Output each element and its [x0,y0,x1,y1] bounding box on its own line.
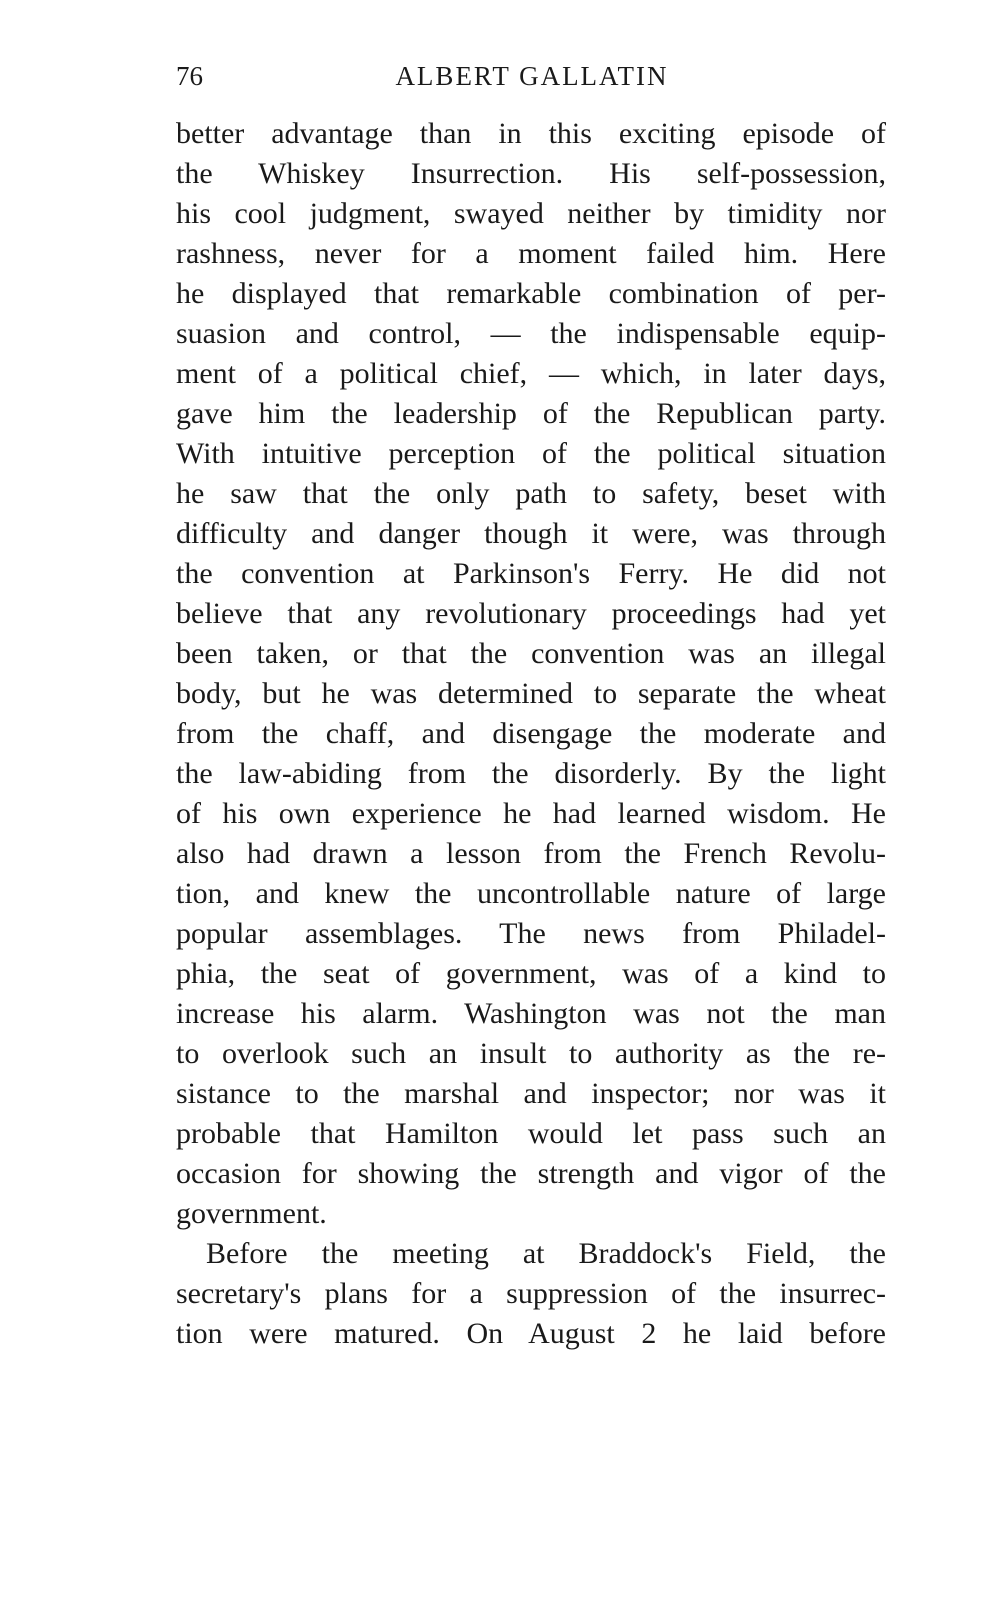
page-number: 76 [176,61,203,91]
text-line: sistance to the marshal and inspector; nor was it [176,1077,886,1110]
text-line: probable that Hamilton would let pass such an [176,1117,886,1150]
text-line: government. [176,1197,327,1230]
text-line: of his own experience he had learned wisdom. He [176,797,886,830]
text-line: believe that any revolutionary proceedings had yet [176,597,886,630]
text-line: difficulty and danger though it were, was through [176,517,886,550]
text-line: occasion for showing the strength and vigor of the [176,1157,886,1190]
paragraph [176,1234,886,1354]
text-line: popular assemblages. The news from Philadel- [176,917,886,950]
text-line: tion were matured. On August 2 he laid before [176,1317,886,1350]
text-line: ment of a political chief, — which, in later days, [176,357,886,390]
text-line: tion, and knew the uncontrollable nature of large [176,877,886,910]
running-title: ALBERT GALLATIN [395,61,669,91]
text-line: gave him the leadership of the Republican party. [176,397,886,430]
body-text [176,114,886,1354]
text-line: the convention at Parkinson's Ferry. He did not [176,557,886,590]
text-line: he saw that the only path to safety, beset with [176,477,886,510]
text-line: rashness, never for a moment failed him. Here [176,237,886,270]
text-line: secretary's plans for a suppression of the insurrec- [176,1277,886,1310]
text-line: his cool judgment, swayed neither by timidity nor [176,197,886,230]
text-line: the Whiskey Insurrection. His self-possession, [176,157,886,190]
text-line: body, but he was determined to separate the wheat [176,677,886,710]
paragraph [176,114,886,1234]
text-line: Before the meeting at Braddock's Field, the [206,1237,886,1270]
running-head [176,58,888,98]
text-line: also had drawn a lesson from the French Revolu- [176,837,886,870]
text-line: suasion and control, — the indispensable equip- [176,317,886,350]
text-line: With intuitive perception of the political situation [176,437,886,470]
text-line: been taken, or that the convention was an illegal [176,637,886,670]
text-line: the law-abiding from the disorderly. By the light [176,757,886,790]
text-line: increase his alarm. Washington was not the man [176,997,886,1030]
text-line: from the chaff, and disengage the moderate and [176,717,886,750]
text-line: phia, the seat of government, was of a kind to [176,957,886,990]
text-line: he displayed that remarkable combination of per- [176,277,886,310]
text-line: better advantage than in this exciting episode of [176,117,886,150]
text-line: to overlook such an insult to authority as the re- [176,1037,886,1070]
